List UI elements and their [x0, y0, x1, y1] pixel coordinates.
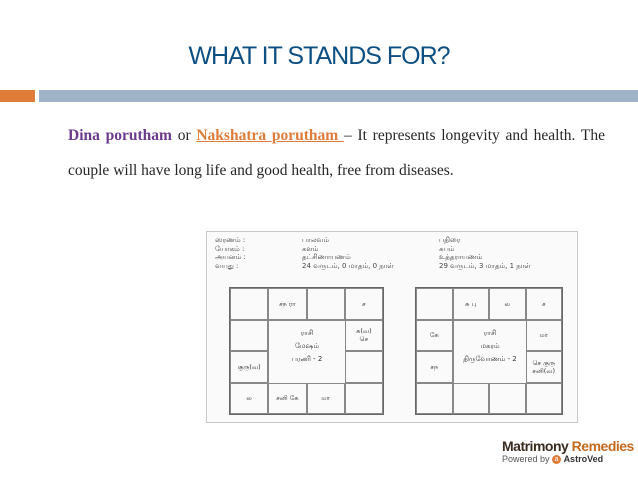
rasi-cell — [416, 383, 453, 415]
slide-title: WHAT IT STANDS FOR? — [188, 42, 450, 70]
rasi-cell: கே — [416, 320, 453, 352]
rasi-cell — [453, 383, 490, 415]
info-label: வயது : — [215, 261, 239, 270]
rasi-cell — [416, 288, 453, 320]
rasi-cell: செ குரு சனி(வ) — [526, 351, 563, 383]
rasi-cell: சனி கே — [268, 383, 306, 415]
rasi-cell: ச — [345, 288, 383, 320]
logo-powered-by — [502, 454, 632, 464]
right-info-values — [439, 236, 531, 270]
rasi-cell: ல — [489, 288, 526, 320]
left-info-labels — [215, 236, 246, 270]
info-label: யோகம் : — [215, 244, 245, 253]
rasi-cell: குரு(வ) — [230, 351, 268, 383]
rasi-cell: மா — [307, 383, 345, 415]
term-joiner: or — [171, 127, 197, 144]
info-value: பாலவம் — [302, 236, 330, 244]
rasi-cell — [307, 288, 345, 320]
rasi-cell — [230, 288, 268, 320]
rasi-cell — [345, 351, 383, 383]
astroved-label: AstroVed — [563, 454, 604, 464]
astroved-logo-icon: a — [552, 455, 561, 464]
info-value: 24 வருடம், 0 மாதம், 0 நாள் — [302, 261, 394, 270]
term-dina-porutham: Dina porutham — [68, 127, 172, 144]
rasi-cell: மா — [526, 320, 563, 352]
info-value: சுபம் — [439, 244, 455, 253]
rasi-cell: சந ரா — [268, 288, 306, 320]
rasi-cell: சு(வ) செ — [345, 320, 383, 352]
powered-by-label: Powered by — [502, 454, 550, 464]
rasi-star: பரணி - 2 — [291, 355, 323, 363]
rasi-cell — [345, 383, 383, 415]
left-rasi-grid — [229, 287, 384, 415]
rasi-cell: சு பு — [453, 288, 490, 320]
rasi-star: திருவோணம் - 2 — [463, 355, 517, 363]
info-label: ஸரணம் : — [215, 236, 246, 244]
rasi-cell — [230, 320, 268, 352]
rasi-cell: ல — [230, 383, 268, 415]
term-description: – It represents longevity and health. The couple will have long life and good health, free from diseases. — [68, 127, 605, 179]
rasi-cell: சந — [416, 351, 453, 383]
logo-brand-part1: Matrimony — [502, 438, 569, 454]
info-value: 29 வருடம், 3 மாதம், 1 நாள் — [439, 261, 531, 270]
term-nakshatra-porutham-link[interactable]: Nakshatra porutham — [196, 127, 344, 144]
logo-brand-part2: Remedies — [568, 438, 634, 454]
info-value: உத்தராயணம் — [439, 253, 483, 261]
rasi-cell — [489, 383, 526, 415]
rasi-title: ராசி — [483, 329, 497, 337]
rasi-cell: ச — [526, 288, 563, 320]
info-value: தட்சிணாயணம் — [302, 253, 351, 261]
info-value: களம் — [302, 244, 319, 253]
title-underline-bar — [39, 90, 638, 102]
title-underline-accent — [0, 90, 35, 102]
left-info-values — [302, 236, 394, 270]
right-grid-center — [453, 320, 527, 384]
info-value: பதிரை — [439, 236, 461, 244]
horoscope-chart-image — [206, 231, 578, 423]
matrimony-remedies-logo — [502, 438, 632, 464]
rasi-title: ராசி — [300, 329, 314, 337]
rasi-cell — [526, 383, 563, 415]
info-label: அயனம் : — [215, 253, 246, 261]
rasi-sign: மேஷம் — [294, 342, 320, 350]
right-rasi-grid — [415, 287, 563, 415]
body-paragraph — [68, 118, 605, 188]
logo-wordmark — [502, 438, 632, 454]
rasi-sign: மகரம் — [480, 342, 500, 350]
left-grid-center — [268, 320, 346, 384]
